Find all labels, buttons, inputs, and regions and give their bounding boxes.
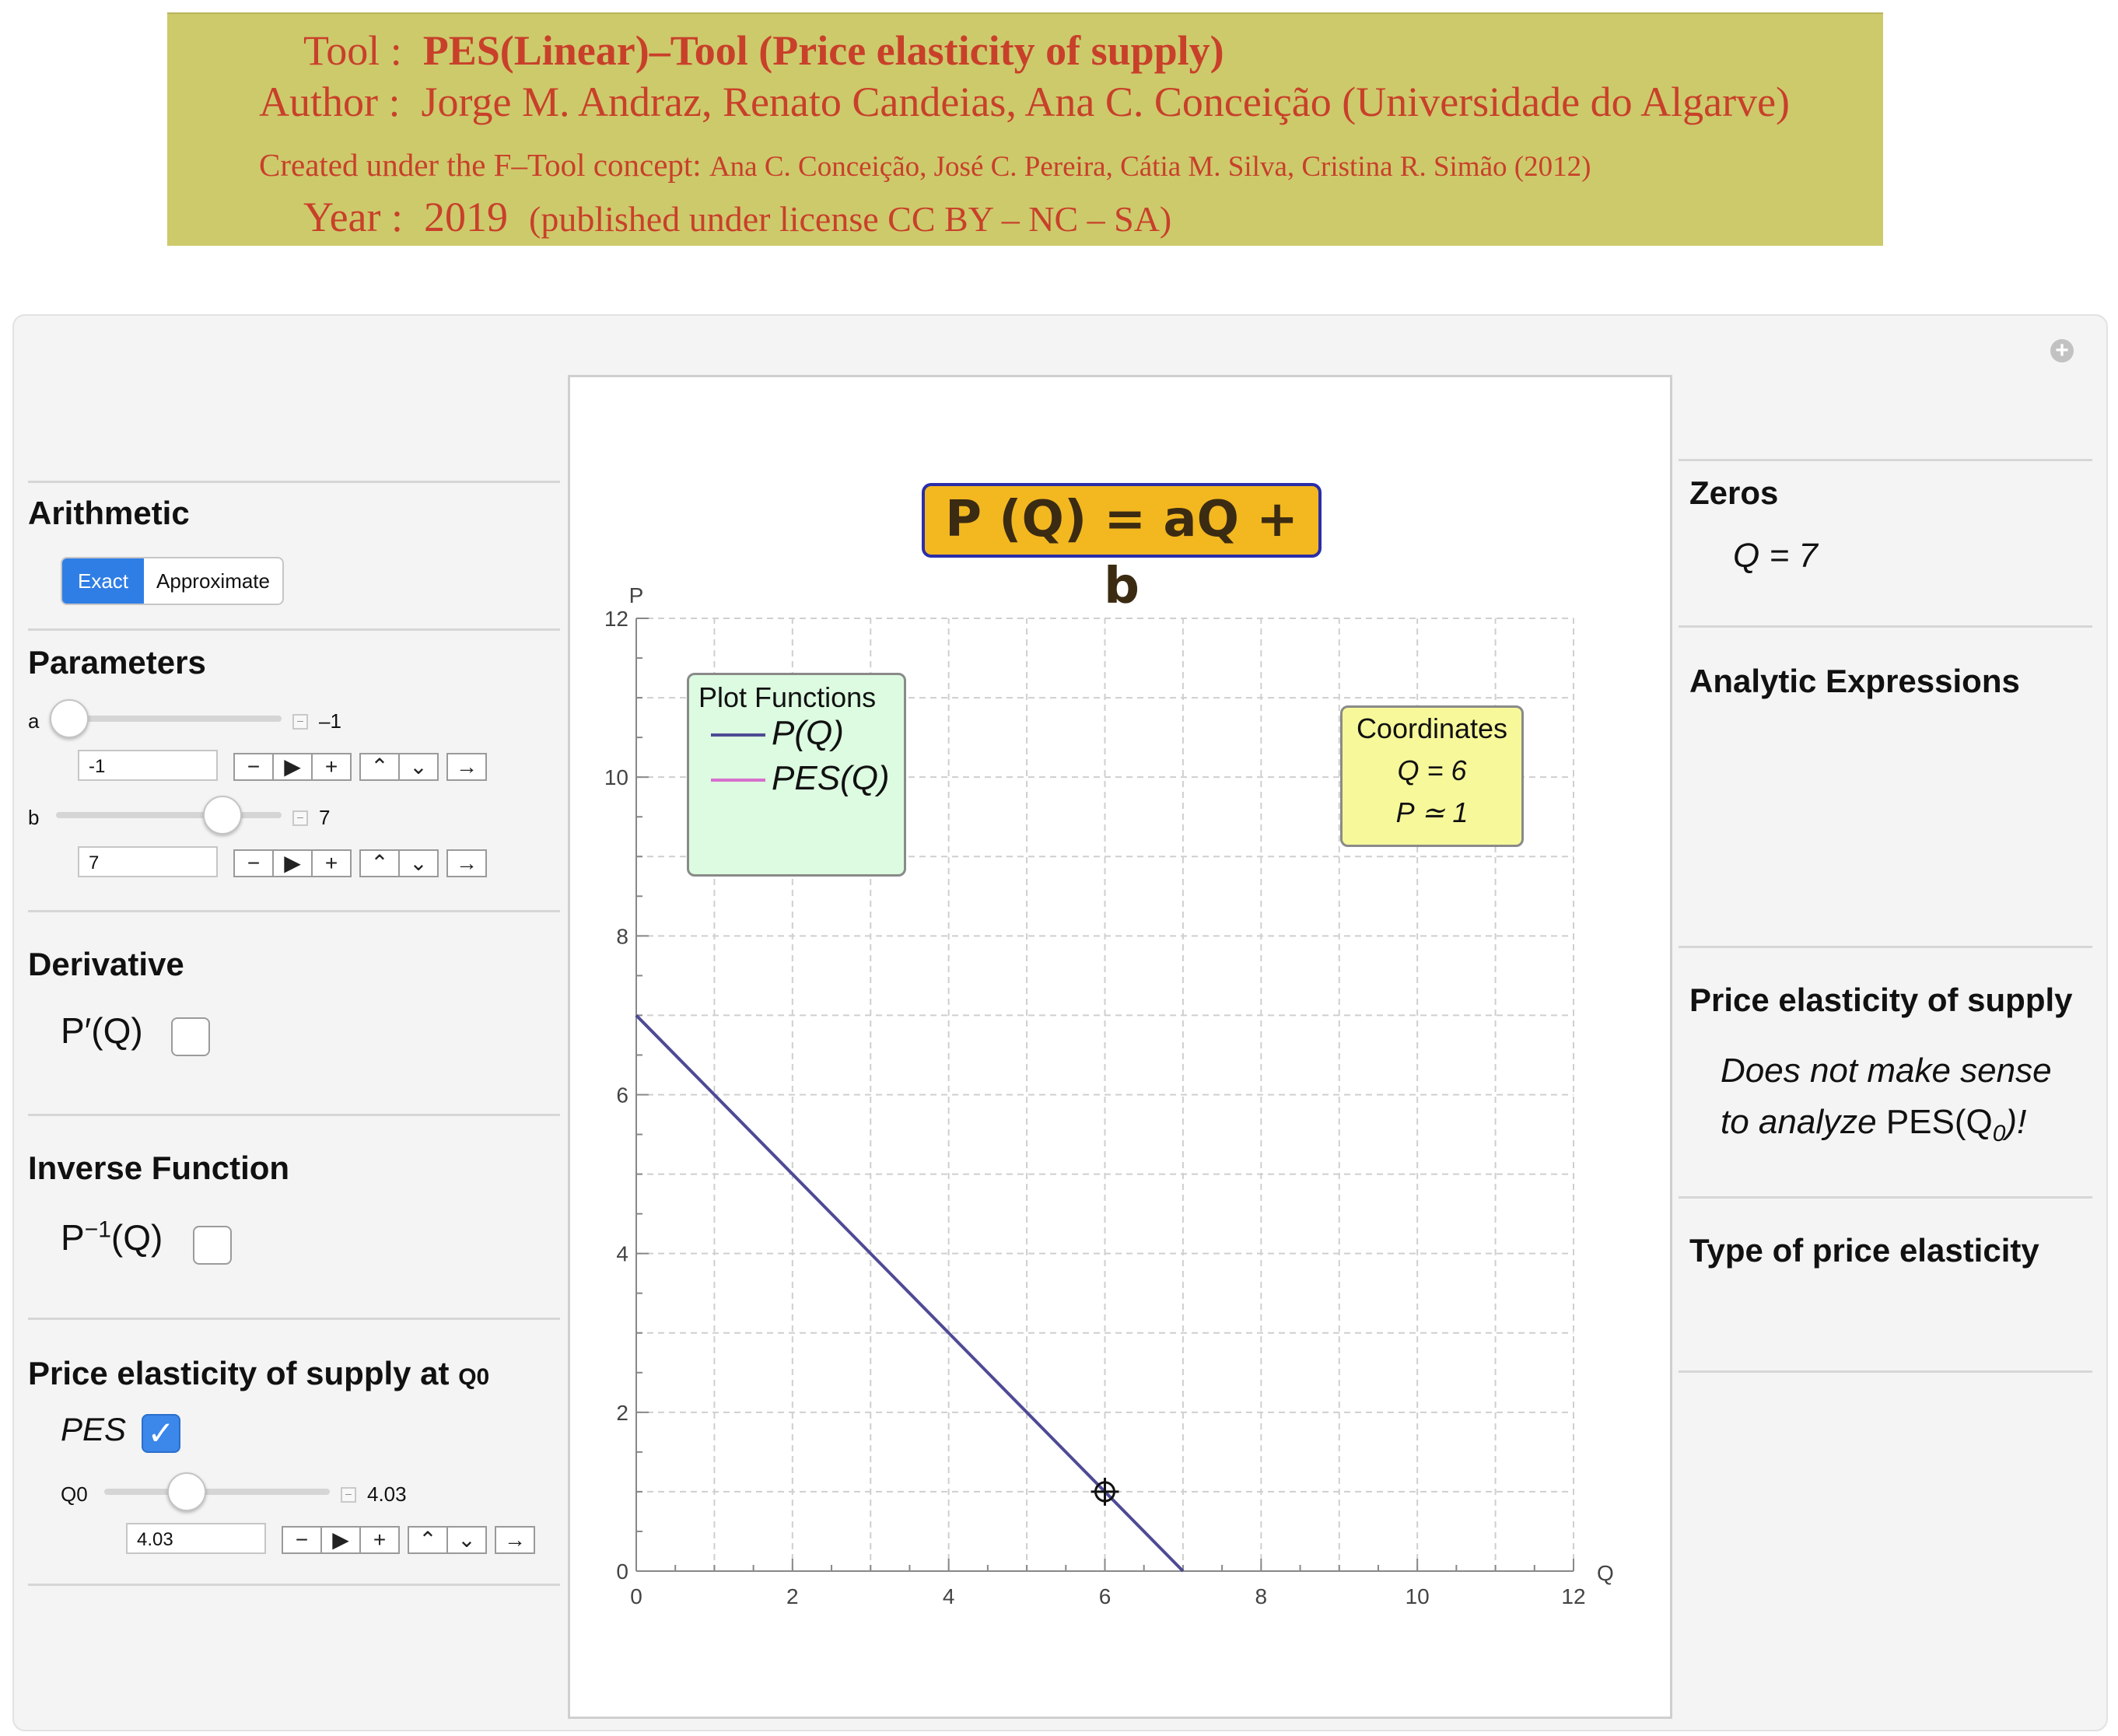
direction-arrow-icon[interactable]: → <box>456 851 478 875</box>
coordinates-title: Coordinates <box>1356 712 1508 744</box>
x-tick-label: 2 <box>786 1584 799 1608</box>
divider <box>28 910 560 912</box>
faster-icon[interactable]: ⌃ <box>361 851 400 876</box>
type-title: Type of price elasticity <box>1689 1232 2039 1269</box>
x-tick-label: 6 <box>1098 1584 1112 1608</box>
inverse-checkbox[interactable] <box>193 1226 232 1265</box>
y-tick-label: 10 <box>604 765 628 790</box>
inverse-title: Inverse Function <box>28 1150 290 1186</box>
play-icon[interactable]: ▶ <box>322 1528 361 1552</box>
param-a-display: –1 <box>319 709 341 733</box>
pes-message-line1: Does not make sense <box>1721 1052 2052 1090</box>
analytic-title: Analytic Expressions <box>1689 663 2020 699</box>
divider <box>28 1114 560 1116</box>
param-a-input[interactable]: -1 <box>78 750 218 781</box>
faster-icon[interactable]: ⌃ <box>361 754 400 779</box>
legend-title: Plot Functions <box>698 681 877 713</box>
divider <box>1679 625 2092 628</box>
pes-right-title: Price elasticity of supply <box>1689 982 2073 1018</box>
coordinates-q: Q = 6 <box>1397 754 1467 786</box>
play-icon[interactable]: ▶ <box>274 851 313 876</box>
param-b-slider-knob[interactable] <box>203 796 242 835</box>
created-line <box>259 146 1591 184</box>
derivative-title: Derivative <box>28 946 184 982</box>
y-tick-label: 0 <box>616 1559 628 1584</box>
tool-line <box>303 26 1224 75</box>
inverse-fn-sup: −1 <box>84 1216 111 1243</box>
minus-icon[interactable]: − <box>235 754 274 779</box>
header-banner <box>167 12 1883 246</box>
legend-item-pes <box>711 759 890 798</box>
divider <box>28 628 560 631</box>
pes-at-q0-text: Price elasticity of supply at <box>28 1355 450 1391</box>
param-b-slider[interactable] <box>56 812 282 818</box>
direction-arrow-icon[interactable]: → <box>504 1528 526 1552</box>
author-line <box>259 78 1790 126</box>
pes-message-fn: PES(Q <box>1885 1103 1993 1141</box>
divider <box>1679 1196 2092 1199</box>
tool-value: PES(Linear)–Tool (Price elasticity of supply) <box>422 27 1224 74</box>
year-label: Year : <box>303 194 404 240</box>
slower-icon[interactable]: ⌄ <box>457 1528 476 1552</box>
q0-input[interactable]: 4.03 <box>126 1523 266 1554</box>
parameters-title: Parameters <box>28 644 206 681</box>
minus-icon[interactable]: − <box>283 1528 322 1552</box>
plus-circle-icon[interactable]: + <box>2050 339 2074 362</box>
minus-icon[interactable]: − <box>235 851 274 876</box>
license-text: (published under license CC BY – NC – SA) <box>529 199 1172 239</box>
arithmetic-toggle[interactable] <box>61 557 284 605</box>
year-line <box>303 193 1171 241</box>
legend-label: PES(Q) <box>772 759 890 797</box>
y-axis-label: P <box>628 583 644 607</box>
faster-icon[interactable]: ⌃ <box>409 1528 448 1552</box>
param-a-collapse-icon[interactable]: – <box>292 714 308 730</box>
pes-message-end: )! <box>2005 1103 2027 1141</box>
slower-icon[interactable]: ⌄ <box>409 754 428 779</box>
created-value: Ana C. Conceição, José C. Pereira, Cátia M. Silva, Cristina R. Simão (2012) <box>709 151 1591 183</box>
param-b-collapse-icon[interactable]: – <box>292 810 308 826</box>
direction-arrow-icon[interactable]: → <box>456 754 478 779</box>
y-tick-label: 8 <box>616 924 628 949</box>
legend-swatch <box>711 733 765 737</box>
plus-icon[interactable]: + <box>324 851 338 875</box>
param-b-label: b <box>28 806 40 829</box>
coordinates-box <box>1340 705 1524 847</box>
divider <box>28 1318 560 1320</box>
zeros-title: Zeros <box>1689 474 1779 511</box>
divider <box>1679 946 2092 948</box>
zeros-value: Q = 7 <box>1733 537 1818 575</box>
x-tick-label: 12 <box>1561 1584 1586 1608</box>
pes-message-text: to analyze <box>1721 1103 1877 1141</box>
param-a-label: a <box>28 709 40 733</box>
series-line-pq <box>636 1015 1183 1571</box>
play-icon[interactable]: ▶ <box>274 754 313 779</box>
legend-swatch <box>711 779 765 782</box>
y-tick-label: 6 <box>616 1083 628 1108</box>
author-label: Author : <box>259 79 401 125</box>
q0-stepper <box>282 1526 535 1554</box>
pes-label: PES <box>61 1411 127 1447</box>
pes-message-line2 <box>1721 1103 2026 1147</box>
x-tick-label: 4 <box>942 1584 955 1608</box>
divider <box>28 481 560 483</box>
divider <box>1679 1370 2092 1373</box>
author-value: Jorge M. Andraz, Renato Candeias, Ana C. Conceição (Universidade do Algarve) <box>421 79 1791 125</box>
divider <box>28 1584 560 1586</box>
param-a-stepper <box>233 753 487 781</box>
equation-box: P (Q) = aQ + b <box>922 483 1322 558</box>
approximate-option[interactable]: Approximate <box>156 569 270 593</box>
arithmetic-title: Arithmetic <box>28 495 190 531</box>
plus-icon[interactable]: + <box>373 1528 387 1552</box>
pes-message-sub: 0 <box>1992 1120 2006 1146</box>
tool-label: Tool : <box>303 27 402 74</box>
pes-at-q0-title <box>28 1355 489 1392</box>
slower-icon[interactable]: ⌄ <box>409 851 428 875</box>
param-b-input[interactable]: 7 <box>78 846 218 877</box>
legend-label: P(Q) <box>772 714 844 752</box>
x-tick-label: 10 <box>1405 1584 1430 1608</box>
pes-checkbox[interactable]: ✓ <box>142 1414 180 1453</box>
y-tick-label: 4 <box>616 1241 628 1266</box>
y-tick-label: 12 <box>604 607 628 631</box>
q0-display: 4.03 <box>367 1482 407 1506</box>
plot-area[interactable] <box>568 375 1672 1719</box>
x-axis-label: Q <box>1597 1561 1614 1585</box>
q0-collapse-icon[interactable]: – <box>341 1487 356 1503</box>
coordinates-p: P ≃ 1 <box>1395 796 1469 828</box>
q0-label: Q0 <box>61 1482 88 1506</box>
q0-slider[interactable] <box>104 1489 330 1495</box>
year-value: 2019 <box>424 194 509 240</box>
param-b-stepper <box>233 849 487 877</box>
x-tick-label: 0 <box>630 1584 642 1608</box>
x-tick-label: 8 <box>1255 1584 1268 1608</box>
y-tick-label: 2 <box>616 1400 628 1425</box>
pes-at-q0-sub: Q0 <box>458 1364 490 1390</box>
inverse-fn-label <box>61 1216 163 1258</box>
plus-icon[interactable]: + <box>324 754 338 779</box>
created-label: Created under the F–Tool concept: <box>259 147 702 183</box>
legend-item-pq <box>711 714 844 753</box>
exact-option[interactable]: Exact <box>62 558 144 604</box>
param-a-slider-knob[interactable] <box>50 699 89 738</box>
divider <box>1679 459 2092 461</box>
inverse-fn-name: P <box>61 1217 85 1258</box>
derivative-checkbox[interactable] <box>171 1017 210 1056</box>
derivative-fn-label: P′(Q) <box>61 1010 143 1051</box>
param-b-display: 7 <box>319 806 331 829</box>
param-a-slider[interactable] <box>56 716 282 722</box>
plot-legend <box>687 673 906 877</box>
inverse-fn-arg: (Q) <box>110 1217 163 1258</box>
